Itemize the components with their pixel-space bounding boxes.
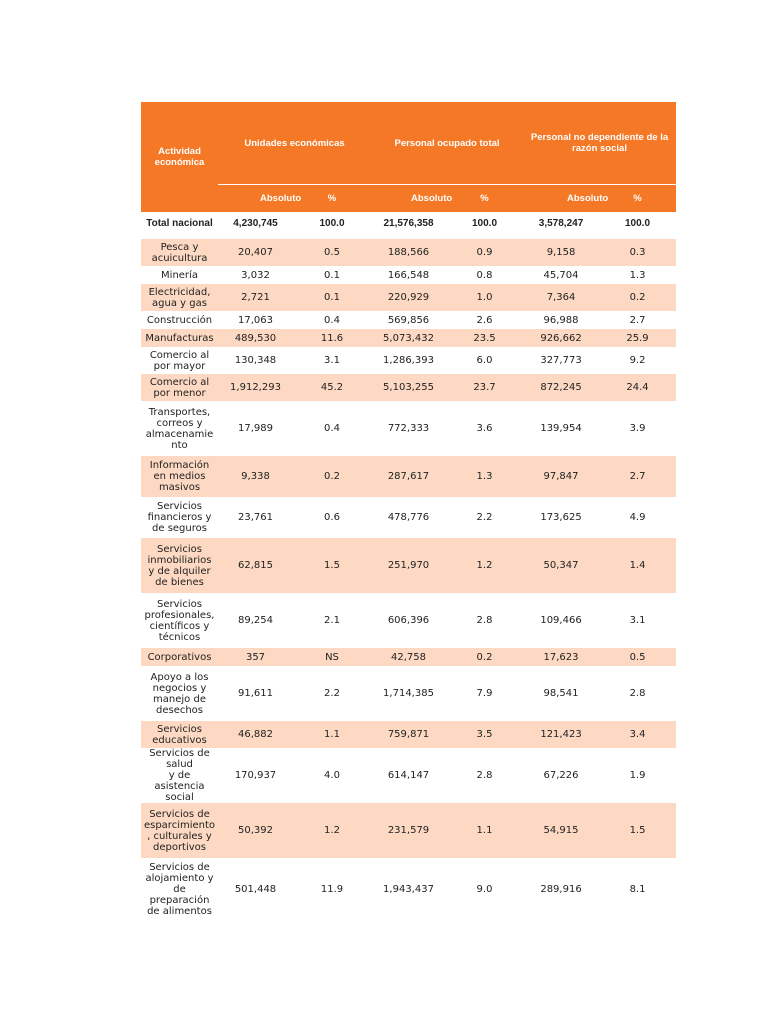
units-absolute-cell: 50,392 bbox=[218, 803, 293, 858]
units-percent-cell: 0.4 bbox=[324, 314, 340, 326]
units-percent-cell: 0.4 bbox=[324, 423, 340, 434]
activity-cell: Pesca y acuicultura bbox=[141, 239, 218, 266]
nd-percent-cell: 2.7 bbox=[599, 456, 676, 497]
total-units-absolute: 4,230,745 bbox=[233, 217, 278, 229]
units-absolute-cell: 2,721 bbox=[218, 284, 293, 311]
nd-absolute-cell: 17,623 bbox=[523, 648, 599, 666]
nd-absolute-cell: 872,245 bbox=[523, 374, 599, 401]
nd-absolute-cell: 139,954 bbox=[540, 423, 582, 434]
units-percent-cell: 3.1 bbox=[324, 355, 340, 366]
employed-percent-cell: 1.2 bbox=[446, 538, 523, 593]
units-absolute-cell: 89,254 bbox=[238, 615, 273, 626]
units-percent-cell: 1.1 bbox=[293, 721, 371, 748]
employed-percent-cell: 2.6 bbox=[476, 314, 493, 326]
employed-percent-cell: 9.0 bbox=[476, 884, 493, 895]
employed-absolute-cell: 759,871 bbox=[371, 721, 446, 748]
header-non-dependent: Personal no dependiente de la razón social bbox=[523, 102, 676, 185]
nd-percent-cell: 4.9 bbox=[629, 512, 646, 523]
table-row bbox=[141, 374, 676, 401]
employed-percent-cell: 0.9 bbox=[446, 239, 523, 266]
total-units-percent: 100.0 bbox=[319, 217, 345, 229]
units-absolute-cell: 23,761 bbox=[238, 512, 273, 523]
nd-percent-cell: 25.9 bbox=[599, 329, 676, 347]
units-percent-cell: 0.1 bbox=[293, 284, 371, 311]
employed-percent-cell: 0.8 bbox=[476, 269, 493, 281]
table-row bbox=[141, 347, 676, 374]
total-row bbox=[141, 212, 676, 234]
nd-percent-cell: 3.9 bbox=[629, 423, 646, 434]
units-absolute-cell: 17,989 bbox=[238, 423, 273, 434]
total-nd-absolute: 3,578,247 bbox=[538, 217, 584, 229]
employed-percent-cell: 23.7 bbox=[446, 374, 523, 401]
employed-percent-cell: 3.5 bbox=[446, 721, 523, 748]
employed-percent-cell: 6.0 bbox=[476, 355, 493, 366]
units-percent-cell: NS bbox=[293, 648, 371, 666]
header-activity: Actividad económica bbox=[141, 102, 218, 212]
nd-percent-cell: 0.3 bbox=[599, 239, 676, 266]
nd-absolute-cell: 54,915 bbox=[523, 803, 599, 858]
units-absolute-cell: 17,063 bbox=[238, 314, 273, 326]
nd-absolute-cell: 98,541 bbox=[543, 688, 579, 699]
units-percent-cell: 0.6 bbox=[324, 512, 340, 523]
header-row-sub bbox=[141, 185, 676, 213]
nd-absolute-cell: 45,704 bbox=[543, 269, 579, 281]
table-row bbox=[141, 858, 676, 921]
units-absolute-cell: 20,407 bbox=[218, 239, 293, 266]
units-absolute-cell: 130,348 bbox=[234, 355, 277, 366]
activity-cell: Transportes, correos y almacenamie nto bbox=[145, 406, 214, 451]
units-percent-cell: 11.6 bbox=[293, 329, 371, 347]
nd-absolute-cell: 97,847 bbox=[523, 456, 599, 497]
units-percent-cell: 11.9 bbox=[320, 884, 344, 895]
table-row bbox=[141, 648, 676, 666]
header-employed-percent: % bbox=[446, 185, 523, 213]
units-absolute-cell: 91,611 bbox=[238, 688, 273, 699]
units-percent-cell: 2.2 bbox=[324, 688, 340, 699]
employed-percent-cell: 1.1 bbox=[446, 803, 523, 858]
employed-percent-cell: 0.2 bbox=[446, 648, 523, 666]
employed-absolute-cell: 166,548 bbox=[387, 269, 430, 281]
total-nd-percent: 100.0 bbox=[625, 217, 651, 229]
employed-percent-cell: 2.8 bbox=[476, 615, 493, 626]
activity-cell: Manufacturas bbox=[141, 329, 218, 347]
table-row bbox=[141, 456, 676, 497]
nd-percent-cell: 9.2 bbox=[629, 355, 646, 366]
activity-cell: Comercio al por mayor bbox=[149, 349, 210, 372]
table-row bbox=[141, 266, 676, 284]
units-absolute-cell: 3,032 bbox=[241, 269, 270, 281]
header-units-absolute: Absoluto bbox=[218, 185, 293, 213]
table-row bbox=[141, 721, 676, 748]
activity-cell: Minería bbox=[161, 269, 198, 281]
units-percent-cell: 45.2 bbox=[293, 374, 371, 401]
nd-percent-cell: 2.8 bbox=[629, 688, 646, 699]
employed-absolute-cell: 1,943,437 bbox=[383, 884, 434, 895]
employed-percent-cell: 3.6 bbox=[476, 423, 493, 434]
total-label: Total nacional bbox=[146, 217, 213, 229]
employed-absolute-cell: 231,579 bbox=[371, 803, 446, 858]
activity-cell: Servicios de esparcimiento , culturales y deportivos bbox=[141, 803, 218, 858]
header-row-main bbox=[141, 102, 676, 185]
units-percent-cell: 4.0 bbox=[324, 770, 340, 781]
nd-percent-cell: 8.1 bbox=[629, 884, 646, 895]
activity-cell: Servicios profesionales, científicos y técnicos bbox=[144, 598, 215, 643]
nd-percent-cell: 1.3 bbox=[629, 269, 646, 281]
employed-absolute-cell: 1,714,385 bbox=[383, 688, 434, 699]
units-percent-cell: 1.2 bbox=[293, 803, 371, 858]
employed-absolute-cell: 42,758 bbox=[371, 648, 446, 666]
units-absolute-cell: 170,937 bbox=[234, 770, 277, 781]
total-employed-absolute: 21,576,358 bbox=[383, 217, 434, 229]
employed-absolute-cell: 188,566 bbox=[371, 239, 446, 266]
employed-absolute-cell: 5,103,255 bbox=[371, 374, 446, 401]
activity-cell: Servicios educativos bbox=[141, 721, 218, 748]
table-body bbox=[141, 239, 676, 921]
nd-percent-cell: 1.4 bbox=[599, 538, 676, 593]
activity-cell: Servicios de alojamiento y de preparación de alimentos bbox=[145, 862, 214, 917]
nd-percent-cell: 3.1 bbox=[629, 615, 646, 626]
activity-cell: Construcción bbox=[146, 314, 213, 326]
nd-absolute-cell: 9,158 bbox=[523, 239, 599, 266]
units-absolute-cell: 9,338 bbox=[218, 456, 293, 497]
employed-absolute-cell: 220,929 bbox=[371, 284, 446, 311]
nd-absolute-cell: 96,988 bbox=[543, 314, 579, 326]
units-absolute-cell: 46,882 bbox=[218, 721, 293, 748]
nd-absolute-cell: 926,662 bbox=[523, 329, 599, 347]
employed-percent-cell: 23.5 bbox=[446, 329, 523, 347]
activity-cell: Comercio al por menor bbox=[141, 374, 218, 401]
nd-absolute-cell: 173,625 bbox=[540, 512, 582, 523]
table-row bbox=[141, 803, 676, 858]
header-employed: Personal ocupado total bbox=[371, 102, 523, 185]
units-absolute-cell: 489,530 bbox=[218, 329, 293, 347]
nd-absolute-cell: 109,466 bbox=[540, 615, 582, 626]
table-row bbox=[141, 311, 676, 329]
nd-absolute-cell: 121,423 bbox=[523, 721, 599, 748]
activity-cell: Apoyo a los negocios y manejo de desechos bbox=[150, 671, 209, 716]
total-employed-percent: 100.0 bbox=[471, 217, 498, 229]
units-percent-cell: 0.2 bbox=[293, 456, 371, 497]
activity-cell: Servicios inmobiliarios y de alquiler de bienes bbox=[141, 538, 218, 593]
units-absolute-cell: 357 bbox=[218, 648, 293, 666]
employed-percent-cell: 1.3 bbox=[446, 456, 523, 497]
activity-cell: Electricidad, agua y gas bbox=[141, 284, 218, 311]
nd-percent-cell: 24.4 bbox=[599, 374, 676, 401]
nd-percent-cell: 2.7 bbox=[629, 314, 646, 326]
units-percent-cell: 0.1 bbox=[324, 269, 340, 281]
activity-cell: Corporativos bbox=[141, 648, 218, 666]
nd-percent-cell: 1.9 bbox=[629, 770, 646, 781]
header-units-percent: % bbox=[293, 185, 371, 213]
activity-cell: Servicios financieros y de seguros bbox=[147, 501, 212, 534]
table-row bbox=[141, 593, 676, 648]
employed-absolute-cell: 614,147 bbox=[387, 770, 430, 781]
units-percent-cell: 0.5 bbox=[293, 239, 371, 266]
employed-percent-cell: 2.8 bbox=[476, 770, 493, 781]
activity-cell: Información en medios masivos bbox=[141, 456, 218, 497]
units-percent-cell: 1.5 bbox=[293, 538, 371, 593]
nd-percent-cell: 0.5 bbox=[599, 648, 676, 666]
economic-activity-table bbox=[141, 102, 676, 921]
nd-absolute-cell: 50,347 bbox=[523, 538, 599, 593]
table-row bbox=[141, 284, 676, 311]
nd-absolute-cell: 289,916 bbox=[540, 884, 582, 895]
employed-absolute-cell: 606,396 bbox=[387, 615, 430, 626]
activity-cell: Servicios de salud y de asistencia social bbox=[149, 748, 210, 803]
nd-percent-cell: 0.2 bbox=[599, 284, 676, 311]
header-employed-absolute: Absoluto bbox=[371, 185, 446, 213]
units-absolute-cell: 1,912,293 bbox=[218, 374, 293, 401]
table-row bbox=[141, 497, 676, 538]
header-nd-absolute: Absoluto bbox=[523, 185, 599, 213]
employed-absolute-cell: 569,856 bbox=[387, 314, 430, 326]
nd-absolute-cell: 327,773 bbox=[540, 355, 582, 366]
employed-absolute-cell: 287,617 bbox=[371, 456, 446, 497]
nd-absolute-cell: 7,364 bbox=[523, 284, 599, 311]
units-absolute-cell: 62,815 bbox=[218, 538, 293, 593]
units-absolute-cell: 501,448 bbox=[234, 884, 277, 895]
employed-percent-cell: 1.0 bbox=[446, 284, 523, 311]
table-row bbox=[141, 666, 676, 721]
employed-absolute-cell: 251,970 bbox=[371, 538, 446, 593]
employed-absolute-cell: 772,333 bbox=[387, 423, 430, 434]
employed-percent-cell: 7.9 bbox=[476, 688, 493, 699]
table-row bbox=[141, 748, 676, 803]
employed-percent-cell: 2.2 bbox=[476, 512, 493, 523]
nd-percent-cell: 3.4 bbox=[599, 721, 676, 748]
employed-absolute-cell: 1,286,393 bbox=[383, 355, 434, 366]
header-nd-percent: % bbox=[599, 185, 676, 213]
table-row bbox=[141, 239, 676, 266]
nd-absolute-cell: 67,226 bbox=[543, 770, 579, 781]
units-percent-cell: 2.1 bbox=[324, 615, 340, 626]
header-units: Unidades económicas bbox=[218, 102, 371, 185]
employed-absolute-cell: 478,776 bbox=[387, 512, 430, 523]
table-row bbox=[141, 329, 676, 347]
employed-absolute-cell: 5,073,432 bbox=[371, 329, 446, 347]
nd-percent-cell: 1.5 bbox=[599, 803, 676, 858]
table-row bbox=[141, 401, 676, 456]
table-row bbox=[141, 538, 676, 593]
